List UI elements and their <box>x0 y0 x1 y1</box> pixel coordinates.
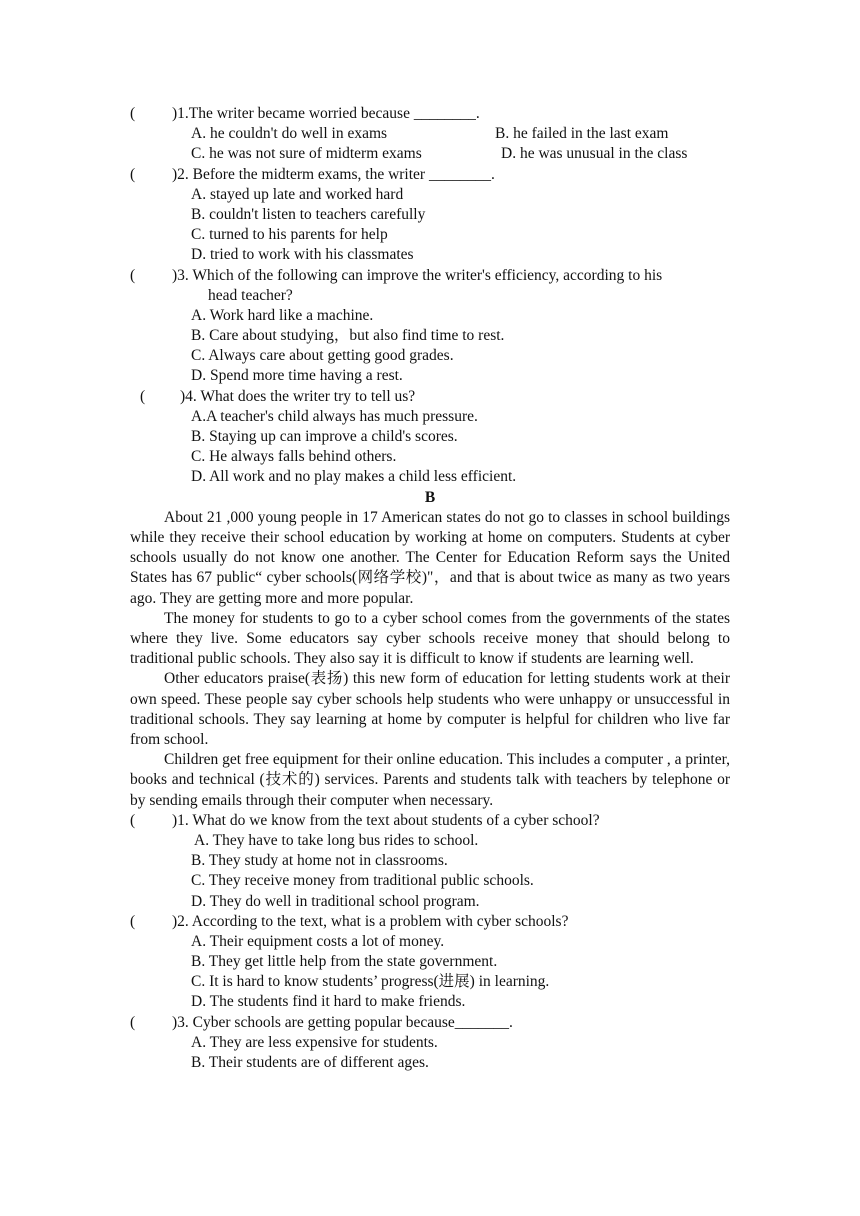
answer-bracket: ( <box>130 1013 136 1031</box>
worksheet-page <box>130 104 730 1073</box>
passage-paragraph: About 21 ,000 young people in 17 American states do not go to classes in school buildings while they receive their school education by working at home on computers. Students at cyber schools usually do not know one another. The Center for Education Reform says the United States has 67 public“ cyber schools(网络学校)"，and that is about twice as many as two years ago. They are getting more and more popular. <box>130 508 730 607</box>
option-c: C. turned to his parents for help <box>191 226 388 244</box>
question-stem: )1. What do we know from the text about students of a cyber school? <box>172 811 600 829</box>
answer-bracket: ( <box>130 105 136 122</box>
option-c: C. Always care about getting good grades. <box>191 347 454 365</box>
option-b: B. Care about studying，but also find time to rest. <box>191 327 505 345</box>
option-a: A. They have to take long bus rides to school. <box>191 831 479 849</box>
option-d: D. Spend more time having a rest. <box>191 367 403 385</box>
question-b2 <box>130 912 730 932</box>
question-stem: )2. Before the midterm exams, the writer ________. <box>172 165 495 183</box>
question-stem: )4. What does the writer try to tell us? <box>180 387 416 405</box>
option-c: C. he was not sure of midterm exams <box>191 145 422 163</box>
passage-paragraph: Other educators praise(表扬) this new form of education for letting students work at their own speed. These people say cyber schools help students who were unhappy or unsuccessful in traditional schools. They say learning at home by computer is helpful for children who live far from school. <box>130 670 730 748</box>
section-heading: B <box>424 488 436 506</box>
option-row <box>130 144 730 164</box>
option-d: D. tried to work with his classmates <box>191 246 414 264</box>
question-a1 <box>130 104 730 124</box>
passage-paragraph: Children get free equipment for their online education. This includes a computer , a printer, books and technical (技术的) services. Parents and students talk with teachers by telephone or by sending emails through their computer when necessary. <box>130 751 730 809</box>
question-b3 <box>130 1013 730 1033</box>
question-a3 <box>130 266 730 286</box>
question-b1 <box>130 811 730 831</box>
question-stem: )3. Which of the following can improve the writer's efficiency, according to his <box>172 266 663 284</box>
question-a2 <box>130 165 730 185</box>
option-a: A. he couldn't do well in exams <box>191 125 388 143</box>
option-c: C. They receive money from traditional public schools. <box>191 872 534 890</box>
option-a: A. They are less expensive for students. <box>191 1033 438 1051</box>
passage-paragraph: The money for students to go to a cyber school comes from the governments of the states where they live. Some educators say cyber schools receive money that should belong to traditional public schools. They also say it is difficult to know if students are learning well. <box>130 609 730 668</box>
option-c: C. He always falls behind others. <box>191 448 397 466</box>
option-d: D. All work and no play makes a child less efficient. <box>191 468 517 486</box>
option-a: A. stayed up late and worked hard <box>191 185 404 203</box>
option-a: A. Their equipment costs a lot of money. <box>191 932 445 950</box>
answer-bracket: ( <box>130 912 136 930</box>
option-b: B. Staying up can improve a child's scores. <box>191 428 458 445</box>
question-stem: )2. According to the text, what is a problem with cyber schools? <box>172 912 569 930</box>
option-c: C. It is hard to know students’ progress(进展) in learning. <box>191 973 550 991</box>
option-d: D. They do well in traditional school program. <box>191 892 480 910</box>
option-d: D. he was unusual in the class <box>501 145 688 163</box>
option-row <box>130 124 730 144</box>
option-b: B. he failed in the last exam <box>495 125 669 143</box>
answer-bracket: ( <box>130 811 136 829</box>
option-b: B. They study at home not in classrooms. <box>191 852 448 870</box>
question-stem: )3. Cyber schools are getting popular because_______. <box>172 1013 513 1031</box>
question-a4 <box>130 387 730 407</box>
option-b: B. couldn't listen to teachers carefully <box>191 205 426 223</box>
option-a: A. Work hard like a machine. <box>191 306 374 324</box>
option-b: B. They get little help from the state government. <box>191 953 498 971</box>
question-stem-continued: head teacher? <box>208 286 293 304</box>
answer-bracket: ( <box>130 165 136 183</box>
answer-bracket: ( <box>130 266 136 284</box>
option-a: A.A teacher's child always has much pressure. <box>191 407 478 425</box>
option-b: B. Their students are of different ages. <box>191 1054 429 1072</box>
option-d: D. The students find it hard to make friends. <box>191 993 466 1011</box>
question-stem: )1.The writer became worried because ________. <box>172 105 480 122</box>
answer-bracket: ( <box>140 387 146 405</box>
